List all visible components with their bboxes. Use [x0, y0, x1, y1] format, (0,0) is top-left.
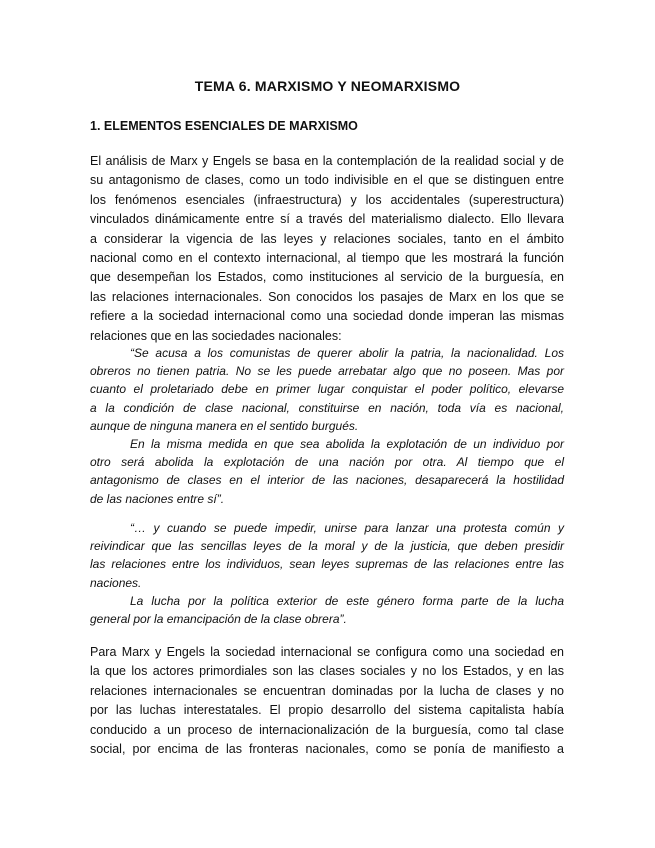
quote-line: cuanto el proletariado debe en primer lugar conquistar el poder político, elevarse [90, 382, 564, 397]
paragraph-line: la que los actores primordiales son las clases sociales y no los Estados, y en las [90, 664, 564, 679]
quote-line: otro será abolida la explotación de una nación por otra. Al tiempo que el [90, 455, 564, 470]
page-title: TEMA 6. MARXISMO Y NEOMARXISMO [194, 78, 461, 94]
paragraph-line: los fenómenos esenciales (infraestructura) y los accidentales (superestructura) [90, 192, 564, 207]
paragraph-line: por las luchas interestatales. El propio desarrollo del sistema capitalista había [90, 703, 564, 718]
paragraph-sociedad-internacional [90, 643, 564, 759]
quote-line: general por la emancipación de la clase obrera”. [90, 612, 347, 627]
quote-line: naciones. [90, 575, 142, 590]
quote-line: obreros no tienen patria. No se les puede arrebatar algo que no poseen. Mas por [90, 364, 564, 379]
paragraph-line: relaciones que en las sociedades nacionales: [90, 328, 342, 343]
paragraph-line: a considerar la vigencia de las leyes y relaciones sociales, tanto en el ámbito [90, 231, 564, 246]
section-heading: 1. ELEMENTOS ESENCIALES DE MARXISMO [90, 119, 358, 133]
paragraph-line: El análisis de Marx y Engels se basa en la contemplación de la realidad social y de [90, 154, 564, 168]
quote-line: aunque de ninguna manera en el sentido burgués. [90, 418, 359, 433]
paragraph-line: conducido a un proceso de internacionalización de la burguesía, como tal clase [90, 722, 564, 737]
quote-line: de las naciones entre sí”. [90, 491, 225, 506]
paragraph-line: refiere a la sociedad internacional como una sociedad donde imperan las mismas [90, 309, 564, 324]
quote-line: “Se acusa a los comunistas de querer abolir la patria, la nacionalidad. Los [130, 346, 564, 360]
quote-line: a la condición de clase nacional, constituirse en nación, toda vía es nacional, [90, 400, 564, 415]
paragraph-line: social, por encima de las fronteras nacionales, como se ponía de manifiesto a [90, 742, 564, 757]
paragraph-line: Para Marx y Engels la sociedad internacional se configura como una sociedad en [90, 645, 564, 659]
paragraph-line: que desempeñan los Estados, como instituciones al servicio de la burguesía, en [90, 270, 564, 285]
quote-line: En la misma medida en que sea abolida la explotación de un individuo por [130, 437, 564, 452]
paragraph-line: nacional como en el contexto internacional, al tiempo que les mostrará la función [90, 251, 564, 266]
paragraph-line: las relaciones internacionales. Son conocidos los pasajes de Marx en los que se [90, 289, 564, 304]
block-quote-patria [90, 344, 564, 508]
paragraph-line: su antagonismo de clases, como un todo indivisible en el que se distinguen entre [90, 173, 564, 188]
paragraph-intro [90, 152, 564, 346]
paragraph-line: relaciones internacionales se encuentran dominadas por la lucha de clases y no [90, 683, 564, 698]
quote-line: reivindicar que las sencillas leyes de la moral y de la justicia, que deben presidir [90, 539, 564, 554]
quote-line: “… y cuando se puede impedir, unirse para lanzar una protesta común y [130, 521, 564, 535]
block-quote-politica-exterior [90, 519, 564, 628]
quote-line: las relaciones entre los individuos, sean leyes supremas de las relaciones entre las [90, 557, 564, 572]
quote-line: antagonismo de clases en el interior de las naciones, desaparecerá la hostilidad [90, 473, 564, 488]
paragraph-line: vinculados dinámicamente entre sí a través del materialismo dialecto. Ello llevara [90, 212, 564, 227]
quote-line: La lucha por la política exterior de este género forma parte de la lucha [130, 593, 564, 608]
